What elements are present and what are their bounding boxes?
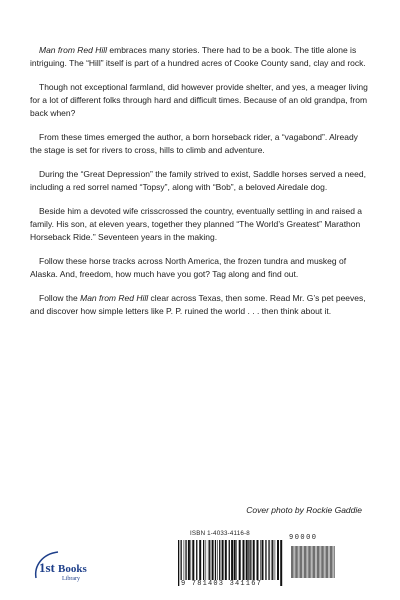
paragraph-text: embraces many stories. There had to be a book. The title alone is intriguing. The “Hill” itself is part of a hundred acres of Cooke County sand, clay and rock. [30, 45, 366, 68]
barcode-bar [199, 540, 201, 580]
price-bar [305, 546, 306, 578]
barcode-bar [257, 540, 259, 580]
barcode-bar [181, 540, 182, 580]
paragraph-text: clear across Texas, then some. Read Mr. G’s pet peeves, and discover how simple letters like P. P. ruined the world . . . then think about it. [30, 293, 366, 316]
barcode-bar [280, 540, 282, 586]
barcode-bar [203, 540, 204, 580]
barcode-bar [225, 540, 227, 580]
barcode-bar [217, 540, 218, 580]
blurb-paragraph [30, 44, 372, 70]
price-bar [308, 546, 309, 578]
price-bar [307, 546, 308, 578]
barcode-bar [209, 540, 210, 580]
price-bar [330, 546, 331, 578]
barcode-bar [277, 540, 279, 580]
paragraph-text: During the “Great Depression” the family strived to exist, Saddle horses served a need, including a red sorrel named “Topsy”, along with “Bob”, a beloved Airedale dog. [30, 169, 366, 192]
barcode-bar [192, 540, 194, 580]
barcode-bar [215, 540, 216, 580]
blurb-paragraph [30, 255, 372, 281]
price-bar [333, 546, 334, 578]
price-bar [291, 546, 292, 578]
barcode-bar [212, 540, 214, 580]
barcode-bar [196, 540, 197, 580]
price-bar [331, 546, 332, 578]
barcode-bar [236, 540, 237, 580]
blurb-paragraph [30, 292, 372, 318]
paragraph-text: Beside him a devoted wife crisscrossed the country, eventually settling in and raised a family. His son, at eleven years, together they planned “The World’s Greatest” Marathon Horseback Ride.” Seventeen years in the making. [30, 206, 363, 242]
price-bar [320, 546, 321, 578]
isbn-label: ISBN 1-4033-4116-8 [190, 530, 250, 537]
price-bar [309, 546, 310, 578]
barcode-bar [191, 540, 192, 580]
price-bar [313, 546, 314, 578]
barcode-bar [185, 540, 186, 580]
barcode-bar [248, 540, 249, 580]
barcode-bar [239, 540, 241, 580]
barcode-bar [262, 540, 264, 580]
price-bar [295, 546, 296, 578]
price-bar [312, 546, 313, 578]
price-bar [322, 546, 323, 578]
blurb-paragraph [30, 81, 372, 120]
barcode-bar [219, 540, 220, 580]
barcode-bar [206, 540, 207, 580]
paragraph-text: Follow these horse tracks across North America, the frozen tundra and muskeg of Alaska. And, freedom, how much have you got? Tag along and find out. [30, 256, 347, 279]
barcode-bar [268, 540, 269, 580]
svg-text:Library: Library [62, 576, 80, 582]
price-bar [300, 546, 301, 578]
blurb-paragraph [30, 205, 372, 244]
publisher-logo [32, 548, 92, 584]
blurb [30, 44, 372, 329]
price-bar [301, 546, 302, 578]
barcode-bar [208, 540, 209, 580]
price-code: 90000 [289, 534, 318, 542]
blurb-paragraph [30, 131, 372, 157]
paragraph-text: Follow the [39, 293, 81, 303]
price-bar [296, 546, 297, 578]
barcode-bar [222, 540, 224, 580]
price-barcode [290, 544, 340, 580]
price-bar [324, 546, 325, 578]
price-bar [334, 546, 335, 578]
price-bar [294, 546, 295, 578]
price-bar [316, 546, 317, 578]
barcode-bar [188, 540, 190, 580]
barcode-bar [260, 540, 261, 580]
price-bar [299, 546, 300, 578]
barcode-bar [243, 540, 245, 580]
book-title-italic: Man from Red Hill [39, 45, 108, 55]
barcode-bar [272, 540, 273, 580]
paragraph-text: Though not exceptional farmland, did however provide shelter, and yes, a meager living for a lot of different folks through hard and difficult times. Because of an old grandpa, from back when? [30, 82, 368, 118]
blurb-paragraph [30, 168, 372, 194]
barcode-digits: 9 781403 341167 [181, 580, 263, 588]
price-bar [298, 546, 299, 578]
price-bar [317, 546, 318, 578]
barcode-bar [250, 540, 251, 580]
price-bar [292, 546, 293, 578]
paragraph-text: From these times emerged the author, a born horseback rider, a “vagabond”. Already the stage is set for rivers to cross, hills to climb and adventure. [30, 132, 358, 155]
price-bar [314, 546, 315, 578]
price-bar [303, 546, 304, 578]
price-bar [304, 546, 305, 578]
price-bar [326, 546, 327, 578]
barcode-bar [234, 540, 236, 580]
book-title-italic: Man from Red Hill [80, 293, 149, 303]
barcode-bar [275, 540, 276, 580]
price-bar [318, 546, 319, 578]
price-bar [327, 546, 328, 578]
barcode-bar [271, 540, 272, 580]
cover-photo-credit: Cover photo by Rockie Gaddie [246, 505, 362, 515]
price-bar [325, 546, 326, 578]
price-bar [311, 546, 312, 578]
price-bar [321, 546, 322, 578]
svg-text:Books: Books [58, 563, 87, 575]
price-bar [329, 546, 330, 578]
barcode-bar [265, 540, 266, 580]
barcode-bar [246, 540, 248, 580]
svg-text:1st: 1st [39, 560, 55, 575]
barcode-bar [184, 540, 185, 580]
barcode-bar [253, 540, 255, 580]
